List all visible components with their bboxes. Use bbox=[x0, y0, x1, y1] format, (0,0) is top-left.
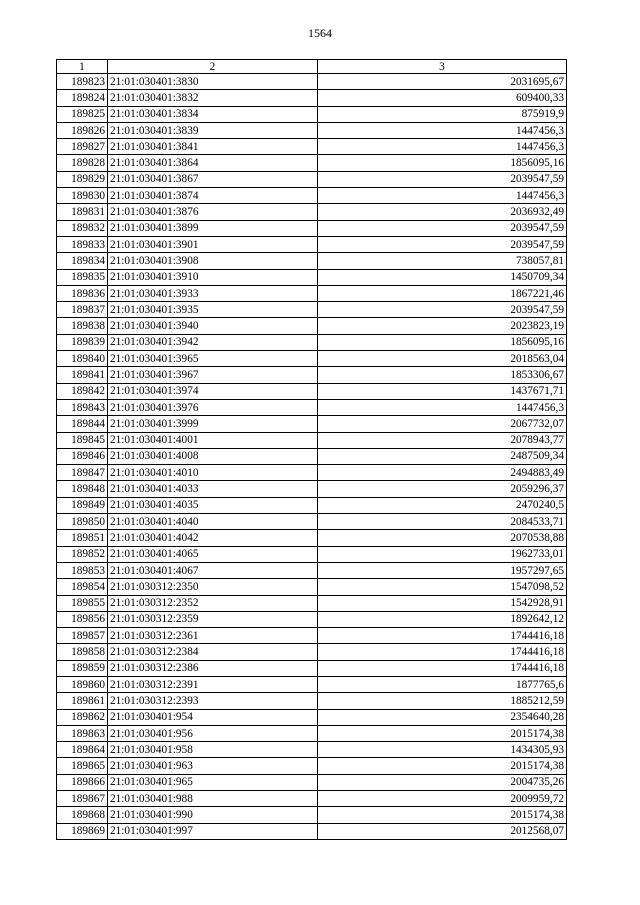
cadastral-value-cell: 2067732,07 bbox=[318, 416, 567, 432]
row-number-cell: 189854 bbox=[57, 579, 108, 595]
row-number-cell: 189834 bbox=[57, 253, 108, 269]
row-number-cell: 189824 bbox=[57, 90, 108, 106]
cadastral-value-cell: 1856095,16 bbox=[318, 155, 567, 171]
table-row bbox=[57, 742, 567, 758]
table-row bbox=[57, 791, 567, 807]
cadastral-number-cell: 21:01:030401:3910 bbox=[108, 269, 318, 285]
cadastral-value-cell: 2039547,59 bbox=[318, 171, 567, 187]
row-number-cell: 189846 bbox=[57, 448, 108, 464]
row-number-cell: 189827 bbox=[57, 139, 108, 155]
table-row bbox=[57, 546, 567, 562]
row-number-cell: 189843 bbox=[57, 399, 108, 415]
table-row bbox=[57, 676, 567, 692]
cadastral-value-cell: 2036932,49 bbox=[318, 204, 567, 220]
row-number-cell: 189831 bbox=[57, 204, 108, 220]
table-row bbox=[57, 90, 567, 106]
cadastral-number-cell: 21:01:030401:965 bbox=[108, 774, 318, 790]
cadastral-number-cell: 21:01:030312:2359 bbox=[108, 611, 318, 627]
cadastral-number-cell: 21:01:030401:988 bbox=[108, 791, 318, 807]
cadastral-number-cell: 21:01:030312:2352 bbox=[108, 595, 318, 611]
cadastral-value-cell: 2039547,59 bbox=[318, 220, 567, 236]
cadastral-value-cell: 1447456,3 bbox=[318, 188, 567, 204]
table-row bbox=[57, 497, 567, 513]
row-number-cell: 189867 bbox=[57, 791, 108, 807]
row-number-cell: 189849 bbox=[57, 497, 108, 513]
row-number-cell: 189844 bbox=[57, 416, 108, 432]
cadastral-number-cell: 21:01:030401:3841 bbox=[108, 139, 318, 155]
cadastral-number-cell: 21:01:030401:3935 bbox=[108, 302, 318, 318]
row-number-cell: 189848 bbox=[57, 481, 108, 497]
table-row bbox=[57, 693, 567, 709]
cadastral-number-cell: 21:01:030401:4035 bbox=[108, 497, 318, 513]
row-number-cell: 189862 bbox=[57, 709, 108, 725]
cadastral-number-cell: 21:01:030401:4008 bbox=[108, 448, 318, 464]
cadastral-value-cell: 1744416,18 bbox=[318, 660, 567, 676]
cadastral-number-cell: 21:01:030401:3874 bbox=[108, 188, 318, 204]
table-row bbox=[57, 155, 567, 171]
cadastral-value-cell: 609400,33 bbox=[318, 90, 567, 106]
cadastral-value-cell: 2009959,72 bbox=[318, 791, 567, 807]
cadastral-number-cell: 21:01:030401:4001 bbox=[108, 432, 318, 448]
table-row bbox=[57, 579, 567, 595]
cadastral-number-cell: 21:01:030401:3908 bbox=[108, 253, 318, 269]
cadastral-value-cell: 2078943,77 bbox=[318, 432, 567, 448]
row-number-cell: 189856 bbox=[57, 611, 108, 627]
table-body bbox=[57, 74, 567, 840]
cadastral-number-cell: 21:01:030312:2391 bbox=[108, 676, 318, 692]
cadastral-value-cell: 1447456,3 bbox=[318, 139, 567, 155]
row-number-cell: 189838 bbox=[57, 318, 108, 334]
cadastral-value-cell: 2023823,19 bbox=[318, 318, 567, 334]
header-row bbox=[57, 60, 567, 74]
cadastral-number-cell: 21:01:030401:3899 bbox=[108, 220, 318, 236]
row-number-cell: 189868 bbox=[57, 807, 108, 823]
cadastral-value-cell: 875919,9 bbox=[318, 106, 567, 122]
row-number-cell: 189851 bbox=[57, 530, 108, 546]
cadastral-number-cell: 21:01:030401:4033 bbox=[108, 481, 318, 497]
table-row bbox=[57, 269, 567, 285]
cadastral-number-cell: 21:01:030401:4067 bbox=[108, 562, 318, 578]
row-number-cell: 189859 bbox=[57, 660, 108, 676]
table-row bbox=[57, 171, 567, 187]
cadastral-value-cell: 2354640,28 bbox=[318, 709, 567, 725]
cadastral-value-cell: 2470240,5 bbox=[318, 497, 567, 513]
row-number-cell: 189830 bbox=[57, 188, 108, 204]
cadastral-value-cell: 1856095,16 bbox=[318, 334, 567, 350]
row-number-cell: 189839 bbox=[57, 334, 108, 350]
row-number-cell: 189857 bbox=[57, 628, 108, 644]
cadastral-number-cell: 21:01:030401:4065 bbox=[108, 546, 318, 562]
table-row bbox=[57, 220, 567, 236]
cadastral-number-cell: 21:01:030401:3999 bbox=[108, 416, 318, 432]
table-row bbox=[57, 334, 567, 350]
row-number-cell: 189841 bbox=[57, 367, 108, 383]
cadastral-value-cell: 2084533,71 bbox=[318, 514, 567, 530]
cadastral-value-cell: 1434305,93 bbox=[318, 742, 567, 758]
cadastral-number-cell: 21:01:030401:3864 bbox=[108, 155, 318, 171]
cadastral-value-cell: 2070538,88 bbox=[318, 530, 567, 546]
cadastral-number-cell: 21:01:030401:3933 bbox=[108, 285, 318, 301]
row-number-cell: 189863 bbox=[57, 725, 108, 741]
cadastral-number-cell: 21:01:030401:3967 bbox=[108, 367, 318, 383]
cadastral-value-cell: 2494883,49 bbox=[318, 465, 567, 481]
cadastral-number-cell: 21:01:030401:3940 bbox=[108, 318, 318, 334]
cadastral-value-cell: 1962733,01 bbox=[318, 546, 567, 562]
cadastral-value-cell: 2059296,37 bbox=[318, 481, 567, 497]
row-number-cell: 189861 bbox=[57, 693, 108, 709]
table-row bbox=[57, 416, 567, 432]
cadastral-number-cell: 21:01:030312:2384 bbox=[108, 644, 318, 660]
column-header-3: 3 bbox=[318, 60, 567, 74]
row-number-cell: 189845 bbox=[57, 432, 108, 448]
table-row bbox=[57, 481, 567, 497]
row-number-cell: 189828 bbox=[57, 155, 108, 171]
row-number-cell: 189866 bbox=[57, 774, 108, 790]
table-row bbox=[57, 399, 567, 415]
table-row bbox=[57, 122, 567, 138]
cadastral-number-cell: 21:01:030312:2350 bbox=[108, 579, 318, 595]
cadastral-value-cell: 738057,81 bbox=[318, 253, 567, 269]
table-row bbox=[57, 644, 567, 660]
table-row bbox=[57, 448, 567, 464]
table-row bbox=[57, 807, 567, 823]
column-header-2: 2 bbox=[108, 60, 318, 74]
cadastral-value-cell: 1542928,91 bbox=[318, 595, 567, 611]
cadastral-value-cell: 2015174,38 bbox=[318, 725, 567, 741]
table-row bbox=[57, 253, 567, 269]
table-row bbox=[57, 823, 567, 839]
table-row bbox=[57, 285, 567, 301]
cadastral-value-cell: 1867221,46 bbox=[318, 285, 567, 301]
cadastral-number-cell: 21:01:030312:2393 bbox=[108, 693, 318, 709]
cadastral-value-cell: 2004735,26 bbox=[318, 774, 567, 790]
row-number-cell: 189855 bbox=[57, 595, 108, 611]
cadastral-value-cell: 1885212,59 bbox=[318, 693, 567, 709]
cadastral-number-cell: 21:01:030401:3867 bbox=[108, 171, 318, 187]
cadastral-value-cell: 1957297,65 bbox=[318, 562, 567, 578]
cadastral-value-cell: 1437671,71 bbox=[318, 383, 567, 399]
cadastral-number-cell: 21:01:030401:3942 bbox=[108, 334, 318, 350]
cadastral-number-cell: 21:01:030401:956 bbox=[108, 725, 318, 741]
table-row bbox=[57, 236, 567, 252]
table-row bbox=[57, 432, 567, 448]
table-row bbox=[57, 774, 567, 790]
table-row bbox=[57, 562, 567, 578]
table-row bbox=[57, 595, 567, 611]
row-number-cell: 189852 bbox=[57, 546, 108, 562]
cadastral-value-cell: 2031695,67 bbox=[318, 74, 567, 90]
table-row bbox=[57, 367, 567, 383]
row-number-cell: 189869 bbox=[57, 823, 108, 839]
table-row bbox=[57, 660, 567, 676]
table-row bbox=[57, 318, 567, 334]
cadastral-value-table bbox=[56, 59, 567, 840]
cadastral-number-cell: 21:01:030401:990 bbox=[108, 807, 318, 823]
cadastral-number-cell: 21:01:030401:963 bbox=[108, 758, 318, 774]
cadastral-value-cell: 2015174,38 bbox=[318, 807, 567, 823]
cadastral-value-cell: 1450709,34 bbox=[318, 269, 567, 285]
cadastral-number-cell: 21:01:030401:4040 bbox=[108, 514, 318, 530]
cadastral-number-cell: 21:01:030312:2361 bbox=[108, 628, 318, 644]
cadastral-value-cell: 2018563,04 bbox=[318, 351, 567, 367]
cadastral-number-cell: 21:01:030401:3834 bbox=[108, 106, 318, 122]
cadastral-number-cell: 21:01:030312:2386 bbox=[108, 660, 318, 676]
row-number-cell: 189860 bbox=[57, 676, 108, 692]
table-row bbox=[57, 74, 567, 90]
table-row bbox=[57, 758, 567, 774]
row-number-cell: 189864 bbox=[57, 742, 108, 758]
column-header-1: 1 bbox=[57, 60, 108, 74]
row-number-cell: 189840 bbox=[57, 351, 108, 367]
cadastral-number-cell: 21:01:030401:3839 bbox=[108, 122, 318, 138]
cadastral-value-cell: 2015174,38 bbox=[318, 758, 567, 774]
table-row bbox=[57, 302, 567, 318]
table-row bbox=[57, 530, 567, 546]
cadastral-value-cell: 2039547,59 bbox=[318, 302, 567, 318]
row-number-cell: 189847 bbox=[57, 465, 108, 481]
cadastral-value-cell: 1447456,3 bbox=[318, 399, 567, 415]
table-row bbox=[57, 106, 567, 122]
cadastral-value-cell: 2487509,34 bbox=[318, 448, 567, 464]
cadastral-number-cell: 21:01:030401:3876 bbox=[108, 204, 318, 220]
row-number-cell: 189850 bbox=[57, 514, 108, 530]
cadastral-number-cell: 21:01:030401:3974 bbox=[108, 383, 318, 399]
table-header bbox=[57, 60, 567, 74]
table-row bbox=[57, 725, 567, 741]
table-row bbox=[57, 709, 567, 725]
row-number-cell: 189836 bbox=[57, 285, 108, 301]
row-number-cell: 189825 bbox=[57, 106, 108, 122]
cadastral-number-cell: 21:01:030401:3965 bbox=[108, 351, 318, 367]
cadastral-number-cell: 21:01:030401:3901 bbox=[108, 236, 318, 252]
cadastral-number-cell: 21:01:030401:997 bbox=[108, 823, 318, 839]
cadastral-value-cell: 1447456,3 bbox=[318, 122, 567, 138]
cadastral-number-cell: 21:01:030401:3976 bbox=[108, 399, 318, 415]
table-row bbox=[57, 188, 567, 204]
row-number-cell: 189829 bbox=[57, 171, 108, 187]
cadastral-value-cell: 2012568,07 bbox=[318, 823, 567, 839]
row-number-cell: 189833 bbox=[57, 236, 108, 252]
cadastral-value-cell: 1744416,18 bbox=[318, 628, 567, 644]
table-row bbox=[57, 351, 567, 367]
table-row bbox=[57, 628, 567, 644]
row-number-cell: 189823 bbox=[57, 74, 108, 90]
cadastral-value-cell: 1744416,18 bbox=[318, 644, 567, 660]
row-number-cell: 189835 bbox=[57, 269, 108, 285]
table-row bbox=[57, 139, 567, 155]
page-number: 1564 bbox=[308, 26, 332, 40]
cadastral-value-cell: 2039547,59 bbox=[318, 236, 567, 252]
cadastral-number-cell: 21:01:030401:3832 bbox=[108, 90, 318, 106]
table-row bbox=[57, 204, 567, 220]
cadastral-value-cell: 1892642,12 bbox=[318, 611, 567, 627]
cadastral-value-cell: 1853306,67 bbox=[318, 367, 567, 383]
table-row bbox=[57, 514, 567, 530]
table-row bbox=[57, 611, 567, 627]
cadastral-number-cell: 21:01:030401:954 bbox=[108, 709, 318, 725]
cadastral-number-cell: 21:01:030401:958 bbox=[108, 742, 318, 758]
table-row bbox=[57, 383, 567, 399]
table-row bbox=[57, 465, 567, 481]
cadastral-number-cell: 21:01:030401:4042 bbox=[108, 530, 318, 546]
cadastral-number-cell: 21:01:030401:3830 bbox=[108, 74, 318, 90]
row-number-cell: 189865 bbox=[57, 758, 108, 774]
row-number-cell: 189832 bbox=[57, 220, 108, 236]
row-number-cell: 189842 bbox=[57, 383, 108, 399]
cadastral-value-cell: 1547098,52 bbox=[318, 579, 567, 595]
row-number-cell: 189853 bbox=[57, 562, 108, 578]
cadastral-number-cell: 21:01:030401:4010 bbox=[108, 465, 318, 481]
cadastral-value-cell: 1877765,6 bbox=[318, 676, 567, 692]
row-number-cell: 189837 bbox=[57, 302, 108, 318]
row-number-cell: 189858 bbox=[57, 644, 108, 660]
row-number-cell: 189826 bbox=[57, 122, 108, 138]
